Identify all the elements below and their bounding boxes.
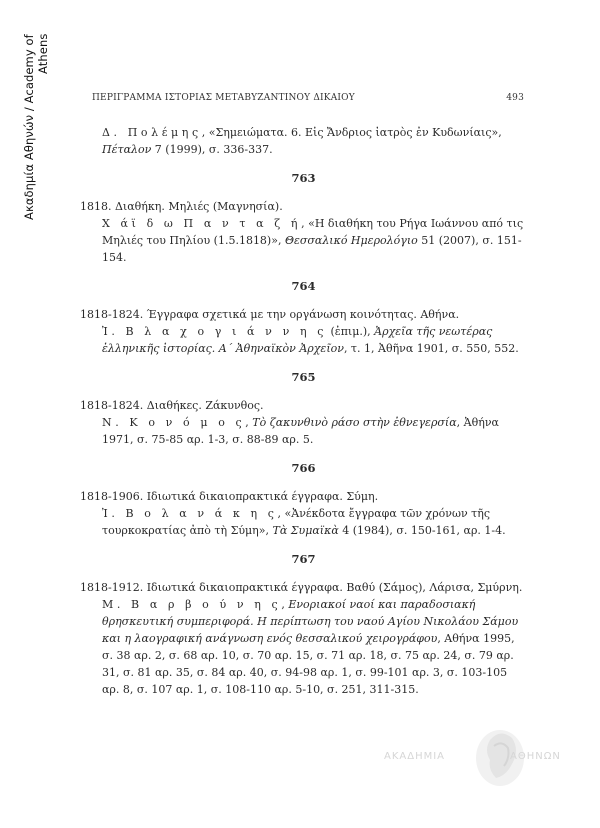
watermark-text-left: ΑΚΑΔΗΜΙΑ <box>384 751 446 762</box>
reference-text: , «Ἀνέκδοτα ἔγγραφα τῶν χρόνων τῆς τουρκοκρατίας ἀπὸ τὴ Σύμη», <box>102 507 490 537</box>
entry-reference <box>80 505 527 539</box>
entry-reference <box>80 323 527 357</box>
journal-title: Τὰ Συμαϊκὰ <box>272 524 339 537</box>
author-name: Μ. Β α ρ β ο ύ ν η ς <box>102 598 282 611</box>
entry-number: 763 <box>291 171 316 185</box>
entry-heading: 1818-1824. Έγγραφα σχετικά με την οργάνωση κοινότητας. Αθήνα. <box>80 308 460 321</box>
entry-reference <box>80 414 527 448</box>
entry-number: 765 <box>291 370 316 384</box>
page-content <box>80 124 527 698</box>
entry-reference <box>80 215 527 266</box>
reference-text: (ἐπιμ.), <box>327 325 375 338</box>
page-number: 493 <box>506 93 524 103</box>
entry-heading: 1818. Διαθήκη. Μηλιές (Μαγνησία). <box>80 200 283 213</box>
journal-title: Τὸ ζακυνθινὸ ράσο στὴν ἐθνεγερσία <box>252 416 457 429</box>
reference-tail: 51 (2007), σ. 151-154. <box>102 234 522 264</box>
running-head-title: ΠΕΡΙΓΡΑΜΜΑ ΙΣΤΟΡΙΑΣ ΜΕΤΑΒΥΖΑΝΤΙΝΟΥ ΔΙΚΑΙΟΥ <box>92 93 355 103</box>
entry-heading: 1818-1906. Ιδιωτικά δικαιοπρακτικά έγγραφα. Σύμη. <box>80 490 379 503</box>
entry-number: 767 <box>291 552 316 566</box>
author-name: Ἰ. Β ο λ α ν ά κ η ς <box>102 507 278 520</box>
reference-text: , <box>245 416 253 429</box>
journal-title: Πέταλον <box>102 143 152 156</box>
watermark-text-right: ΑΘΗΝΩΝ <box>510 751 561 762</box>
reference-tail: , Ἀθήνα 1971, σ. 75-85 αρ. 1-3, σ. 88-89 αρ. 5. <box>102 416 499 446</box>
entry-heading: 1818-1824. Διαθήκες. Ζάκυνθος. <box>80 399 264 412</box>
author-name: Δ. Πολέμης <box>102 126 202 139</box>
author-name: Χ άϊ δ ω Π α ν τ α ζ ή <box>102 217 302 230</box>
continuation-reference <box>80 124 527 158</box>
author-name: Ἰ. Β λ α χ ο γ ι ά ν ν η ς <box>102 325 327 338</box>
journal-title: Ἀρχεῖα τῆς νεωτέρας ἑλληνικῆς ἱστορίας. Α΄ Ἀθηναϊκὸν Ἀρχεῖον <box>102 325 493 355</box>
reference-tail: , τ. 1, Ἀθῆνα 1901, σ. 550, 552. <box>343 342 519 355</box>
reference-tail: 4 (1984), σ. 150-161, αρ. 1-4. <box>338 524 506 537</box>
side-label: Ακαδημία Αθηνών / Academy of Athens <box>22 34 50 220</box>
reference-text: , <box>281 598 289 611</box>
entry-number: 766 <box>291 461 316 475</box>
entry-reference <box>80 596 527 698</box>
journal-title: Θεσσαλικό Ημερολόγιο <box>284 234 418 247</box>
reference-tail: , Αθήνα 1995, σ. 38 αρ. 2, σ. 68 αρ. 10, σ. 70 αρ. 15, σ. 71 αρ. 18, σ. 75 αρ. 24, σ. 79 αρ. 31, σ. 81 αρ. 35, σ. 84 αρ. 40, σ. 94-98 αρ. 1, σ. 99-101 αρ. 3, σ. 103-105 αρ. 8, σ. 107 αρ. 1, σ. 108-110 αρ. 5-10, σ. 251, 311-315. <box>102 632 515 696</box>
entry-heading: 1818-1912. Ιδιωτικά δικαιοπρακτικά έγγραφα. Βαθύ (Σάμος), Λάρισα, Σμύρνη. <box>80 581 523 594</box>
reference-text: , «Σημειώματα. 6. Εἰς Ἄνδριος ἰατρὸς ἐν Κυδωνίαις», <box>201 126 502 139</box>
entry-number: 764 <box>291 279 316 293</box>
running-head <box>92 93 524 103</box>
reference-tail: 7 (1999), σ. 336-337. <box>151 143 273 156</box>
entries-list <box>80 170 527 698</box>
reference-text: , «Η διαθήκη του Ρήγα Ιωάννου από τις Μηλιές του Πηλίου (1.5.1818)», <box>102 217 524 247</box>
author-name: Ν. Κ ο ν ό μ ο ς <box>102 416 246 429</box>
journal-title: Ενοριακοί ναοί και παραδοσιακή θρησκευτική συμπεριφορά. Η περίπτωση του ναού Αγίου Νικολάου Σάμου και η λαογραφική ανάγνωση ενός θεσσαλικού χειρογράφου <box>102 598 519 645</box>
